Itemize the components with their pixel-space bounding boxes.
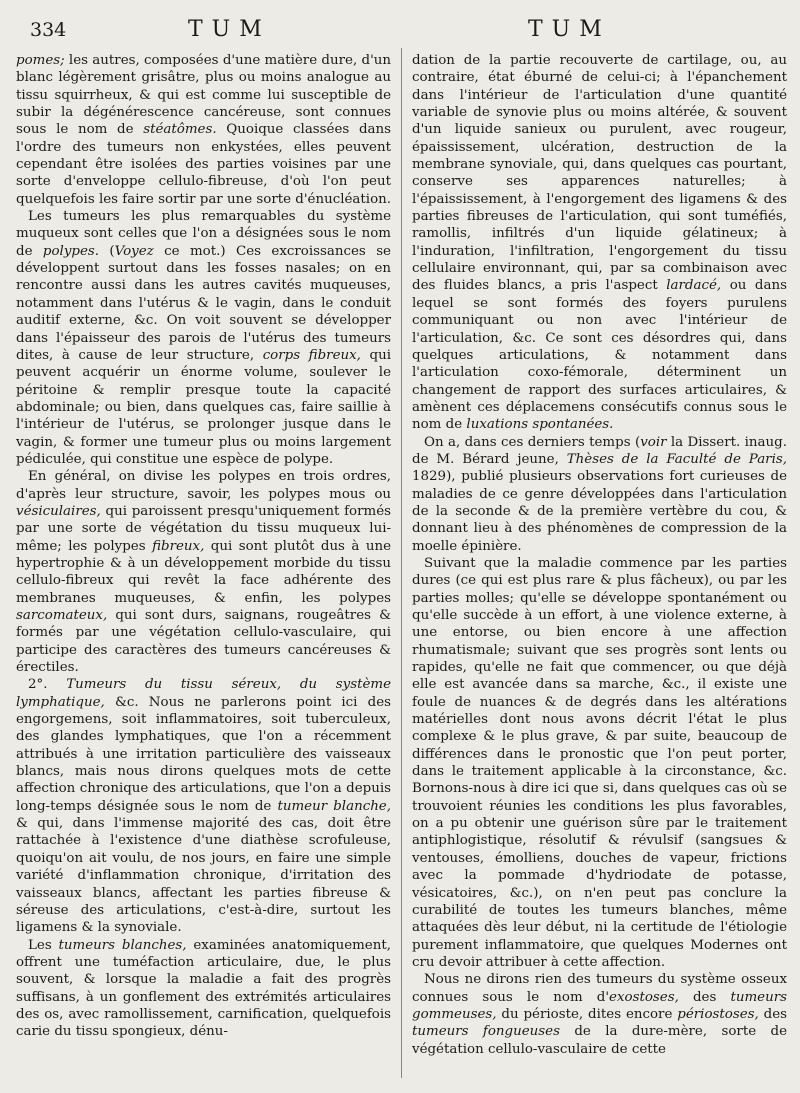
paragraph-tumeurs-blanches: Les tumeurs blanches, examinées anatomiquement, offrent une tuméfaction articulaire, due, le plus souvent, & lorsque la maladie a fait des progrès suffisans, à un gonflement des extrémités articulaires des os, avec ramollissement, carnification, quelquefois carie du tissu spongieux, dénu- [16,937,391,1040]
paragraph-systeme-osseux: Nous ne dirons rien des tumeurs du système osseux connues sous le nom d'exostoses, des tumeurs gommeuses, du périoste, dites encore périostoses, des tumeurs fongueuses de la dure-mère, sorte de végétation cellulo-vasculaire de cette [412,972,787,1057]
page-number: 334 [30,19,67,41]
running-head-right: TUM [528,17,611,42]
paragraph-berard: On a, dans ces derniers temps (voir la Dissert. inaug. de M. Bérard jeune, Thèses de la Faculté de Paris, 1829), publié plusieurs observations fort curieuses de maladies de ce genre développées dans l'articulation de la seconde & de la première vertèbre du cou, & donnant lieu à des phénomènes de compression de la moelle épinière. [412,434,787,554]
column-divider [401,48,402,1078]
left-column [16,52,391,1041]
page-header [0,17,800,43]
paragraph-denudation: dation de la partie recouverte de cartilage, ou, au contraire, état éburné de celui-ci; à l'épanchement dans l'intérieur de l'articulation d'une quantité variable de synovie plus ou moins altérée, & souvent d'un liquide sanieux ou purulent, avec rougeur, épaississement, ulcération, destruction de la membrane synoviale, qui, dans quelques cas pourtant, conserve ses apparences naturelles; à l'épaississement, à l'engorgement des ligamens & des parties fibreuses de l'articulation, qui sont tuméfiés, ramollis, infiltrés d'un liquide gélatineux; à l'induration, l'infiltration, l'engorgement du tissu cellulaire environnant, qui, par sa combinaison avec des fluides blancs, a pris l'aspect lardacé, ou dans lequel se sont formés des foyers purulens communiquant ou non avec l'intérieur de l'articulation, &c. Ce sont ces désordres qui, dans quelques articulations, & notamment dans l'articulation coxo-fémorale, déterminent un changement de rapport des surfaces articulaires, & amènent ces déplacemens consécutifs connus sous le nom de luxations spontanées. [412,53,787,433]
running-head-left: TUM [188,17,271,42]
paragraph-evolution-maladie: Suivant que la maladie commence par les parties dures (ce qui est plus rare & plus fâcheux), ou par les parties molles; qu'elle se développe spontanément ou qu'elle succède à un effort, à une violence externe, à une entorse, ou bien encore à une affection rhumatismale; suivant que ses progrès sont lents ou rapides, qu'elle ne fait que commencer, ou que déjà elle est avancée dans sa marche, &c., il existe une foule de nuances & de degrés dans les altérations matérielles dont nous avons décrit l'état le plus complexe & le plus grave, & par suite, beaucoup de différences dans le pronostic que l'on peut porter, dans le traitement applicable à la circonstance, &c. Bornons-nous à dire ici que si, dans quelques cas où se trouvoient réunies les conditions les plus favorables, on a pu obtenir une guérison sûre par le traitement antiphlogistique, résolutif & révulsif (sangsues & ventouses, émolliens, douches de vapeur, frictions avec la pommade d'hydriodate de potasse, vésicatoires, &c.), on n'en peut pas conclure la curabilité de toutes les tumeurs blanches, même attaquées dès leur début, ni la certitude de l'étiologie purement inflammatoire, que quelques Modernes ont cru devoir attribuer à cette affection. [412,555,787,970]
paragraph-polypes: Les tumeurs les plus remarquables du système muqueux sont celles que l'on a désignées sous le nom de polypes. (Voyez ce mot.) Ces excroissances se développent surtout dans les fosses nasales; on en rencontre aussi dans les autres cavités muqueuses, notamment dans l'utérus & le vagin, dans le conduit auditif externe, &c. On voit souvent se développer dans l'épaisseur des parois de l'utérus des tumeurs dites, à cause de leur structure, corps fibreux, qui peuvent acquérir un énorme volume, soulever le péritoine & remplir presque toute la capacité abdominale; ou bien, dans quelques cas, faire saillie à l'intérieur de l'utérus, se prolonger jusque dans le vagin, & former une tumeur plus ou moins largement pédiculée, qui constitue une espèce de polype. [16,209,391,467]
right-column [412,52,787,1058]
paragraph-tissu-sereux: 2°. Tumeurs du tissu séreux, du système lymphatique, &c. Nous ne parlerons point ici des engorgemens, soit inflammatoires, soit tuberculeux, des glandes lymphatiques, que l'on a récemment attribués à une irritation particulière des vaisseaux blancs, mais nous dirons quelques mots de cette affection chronique des articulations, que l'on a depuis long-temps désignée sous le nom de tumeur blanche, & qui, dans l'immense majorité des cas, doit être rattachée à l'existence d'une diathèse scrofuleuse, quoiqu'on ait voulu, de nos jours, en faire une simple variété d'inflammation chronique, d'irritation des vaisseaux blancs, affectant les parties fibreuse & séreuse des articulations, c'est-à-dire, surtout les ligamens & la synoviale. [16,677,391,936]
paragraph-steatomes: pomes; les autres, composées d'une matière dure, d'un blanc légèrement grisâtre, plus ou moins analogue au tissu squirrheux, & qui est comme lui susceptible de subir la dégénérescence cancéreuse, sont connues sous le nom de stéatômes. Quoique classées dans l'ordre des tumeurs non enkystées, elles peuvent cependant être isolées des parties voisines par une sorte d'enveloppe cellulo-fibreuse, d'où l'on peut quelquefois les faire sortir par une sorte d'énucléation. [16,53,392,207]
paragraph-classification-polypes: En général, on divise les polypes en trois ordres, d'après leur structure, savoir, les polypes mous ou vésiculaires, qui paroissent presqu'uniquement formés par une sorte de végétation du tissu muqueux lui-même; les polypes fibreux, qui sont plutôt dus à une hypertrophie & à un développement morbide du tissu cellulo-fibreux qui revêt la face adhérente des membranes muqueuses, & enfin, les polypes sarcomateux, qui sont durs, saignans, rougeâtres & formés par une végétation cellulo-vasculaire, qui participe des caractères des tumeurs cancéreuses & érectiles. [16,469,391,676]
